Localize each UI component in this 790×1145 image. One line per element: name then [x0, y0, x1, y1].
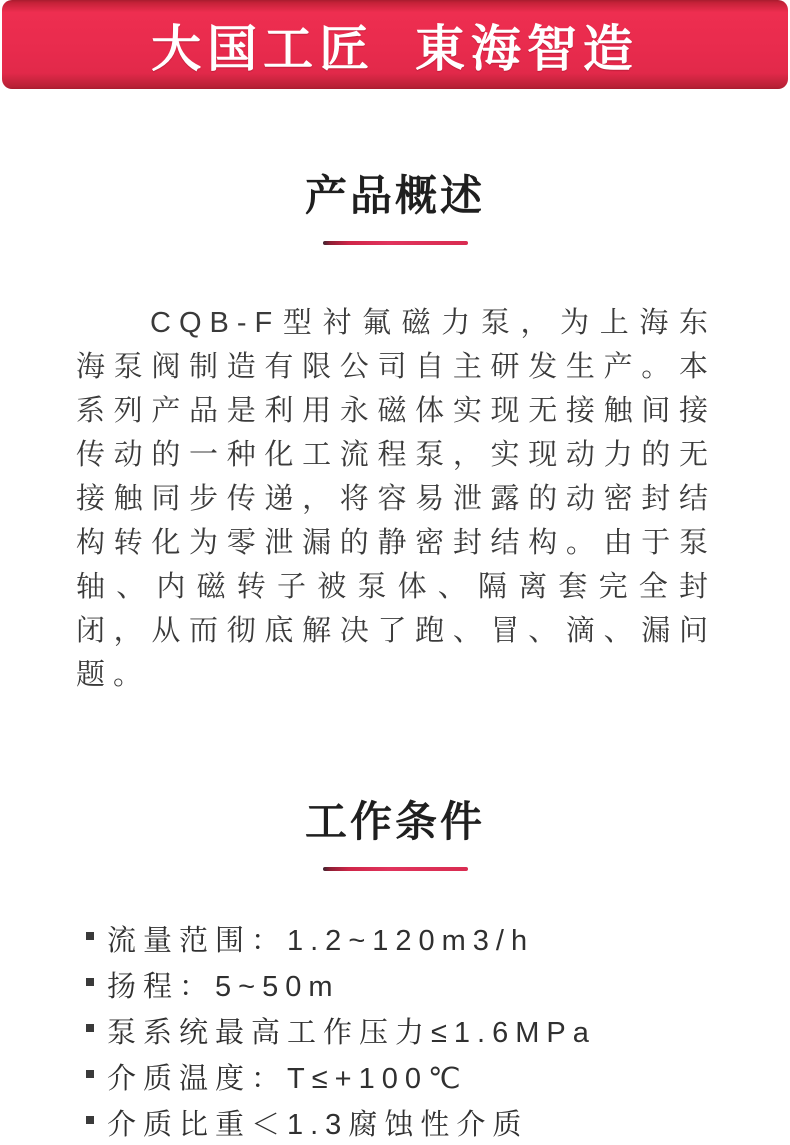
banner-title: 大国工匠 東海智造 — [151, 20, 639, 77]
conditions-heading-underline — [323, 867, 468, 871]
bullet-dot-icon — [86, 1070, 94, 1078]
overview-paragraph: CQB-F型衬氟磁力泵，为上海东海泵阀制造有限公司自主研发生产。本系列产品是利用永磁体实现无接触间接传动的一种化工流程泵，实现动力的无接触同步传递，将容易泄露的动密封结构转化为零泄漏的静密封结构。由于泵轴、内磁转子被泵体、隔离套完全封闭，从而彻底解决了跑、冒、滴、漏问题。 — [76, 307, 716, 691]
condition-medium-temperature: 介质温度：T≤+100℃ — [107, 1062, 468, 1095]
bullet-dot-icon — [86, 1116, 94, 1124]
conditions-heading: 工作条件 — [304, 798, 485, 845]
list-item — [86, 1053, 730, 1099]
list-item — [86, 915, 730, 961]
overview-heading: 产品概述 — [304, 172, 485, 219]
condition-medium-density: 介质比重＜1.3腐蚀性介质 — [107, 1108, 529, 1141]
bullet-dot-icon — [86, 932, 94, 940]
condition-max-pressure: 泵系统最高工作压力≤1.6MPa — [107, 1016, 596, 1049]
list-item — [86, 1099, 730, 1145]
bullet-dot-icon — [86, 1024, 94, 1032]
overview-heading-underline — [323, 241, 468, 245]
top-banner — [2, 0, 788, 89]
list-item — [86, 961, 730, 1007]
condition-head: 扬程：5~50m — [107, 970, 340, 1003]
list-item — [86, 1007, 730, 1053]
bullet-dot-icon — [86, 978, 94, 986]
conditions-list — [0, 915, 790, 1145]
condition-flow-range: 流量范围：1.2~120m3/h — [107, 924, 535, 957]
